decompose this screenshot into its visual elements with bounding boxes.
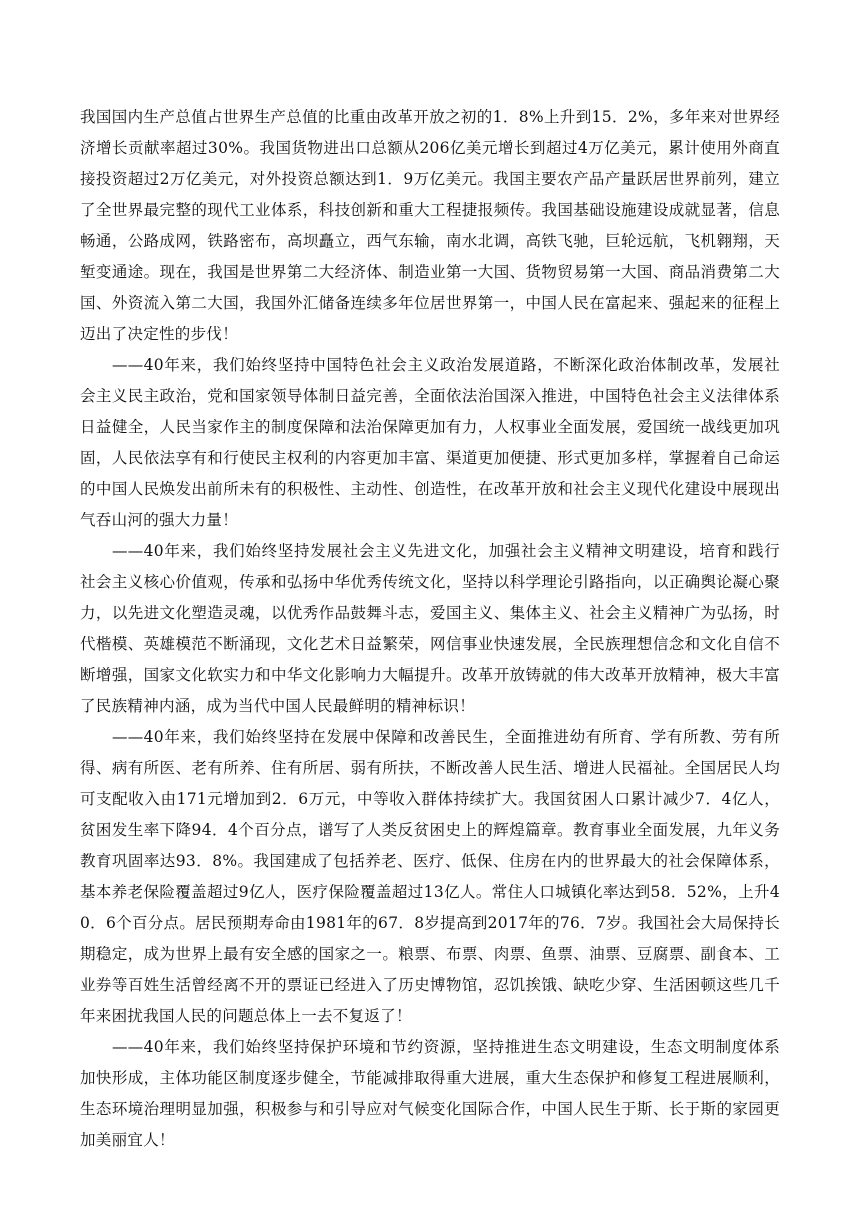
paragraph-politics: ——40年来，我们始终坚持中国特色社会主义政治发展道路，不断深化政治体制改革，发展社会主义民主政治，党和国家领导体制日益完善，全面依法治国深入推进，中国特色社会主义法律体系日益健全，人民当家作主的制度保障和法治保障更加有力，人权事业全面发展，爱国统一战线更加巩固，人民依法享有和行使民主权利的内容更加丰富、渠道更加便捷、形式更加多样，掌握着自己命运的中国人民焕发出前所未有的积极性、主动性、创造性，在改革开放和社会主义现代化建设中展现出气吞山河的强大力量！	[80, 356, 780, 529]
paragraph-environment: ——40年来，我们始终坚持保护环境和节约资源，坚持推进生态文明建设，生态文明制度体系加快形成，主体功能区制度逐步健全，节能减排取得重大进展，重大生态保护和修复工程进展顺利，生态环境治理明显加强，积极参与和引导应对气候变化国际合作，中国人民生于斯、长于斯的家园更加美丽宜人！	[80, 1038, 780, 1149]
paragraph-culture: ——40年来，我们始终坚持发展社会主义先进文化，加强社会主义精神文明建设，培育和践行社会主义核心价值观，传承和弘扬中华优秀传统文化，坚持以科学理论引路指向，以正确舆论凝心聚力，以先进文化塑造灵魂，以优秀作品鼓舞斗志，爱国主义、集体主义、社会主义精神广为弘扬，时代楷模、英雄模范不断涌现，文化艺术日益繁荣，网信事业快速发展，全民族理想信念和文化自信不断增强，国家文化软实力和中华文化影响力大幅提升。改革开放铸就的伟大改革开放精神，极大丰富了民族精神内涵，成为当代中国人民最鲜明的精神标识！	[80, 542, 780, 715]
paragraph-livelihood: ——40年来，我们始终坚持在发展中保障和改善民生，全面推进幼有所育、学有所教、劳有所得、病有所医、老有所养、住有所居、弱有所扶，不断改善人民生活、增进人民福祉。全国居民人均可支配收入由171元增加到2．6万元，中等收入群体持续扩大。我国贫困人口累计减少7．4亿人，贫困发生率下降94．4个百分点，谱写了人类反贫困史上的辉煌篇章。教育事业全面发展，九年义务教育巩固率达93．8%。我国建成了包括养老、医疗、低保、住房在内的世界最大的社会保障体系，基本养老保险覆盖超过9亿人，医疗保险覆盖超过13亿人。常住人口城镇化率达到58．52%，上升40．6个百分点。居民预期寿命由1981年的67．8岁提高到2017年的76．7岁。我国社会大局保持长期稳定，成为世界上最有安全感的国家之一。粮票、布票、肉票、鱼票、油票、豆腐票、副食本、工业券等百姓生活曾经离不开的票证已经进入了历史博物馆，忍饥挨饿、缺吃少穿、生活困顿这些几千年来困扰我国人民的问题总体上一去不复返了！	[80, 728, 780, 1025]
paragraph-economy: 我国国内生产总值占世界生产总值的比重由改革开放之初的1．8%上升到15．2%，多年来对世界经济增长贡献率超过30%。我国货物进出口总额从206亿美元增长到超过4万亿美元，累计使用外商直接投资超过2万亿美元，对外投资总额达到1．9万亿美元。我国主要农产品产量跃居世界前列，建立了全世界最完整的现代工业体系，科技创新和重大工程捷报频传。我国基础设施建设成就显著，信息畅通，公路成网，铁路密布，高坝矗立，西气东输，南水北调，高铁飞驰，巨轮远航，飞机翱翔，天堑变通途。现在，我国是世界第二大经济体、制造业第一大国、货物贸易第一大国、商品消费第二大国、外资流入第二大国，我国外汇储备连续多年位居世界第一，中国人民在富起来、强起来的征程上迈出了决定性的步伐！	[80, 108, 780, 343]
document-page	[80, 102, 780, 1156]
